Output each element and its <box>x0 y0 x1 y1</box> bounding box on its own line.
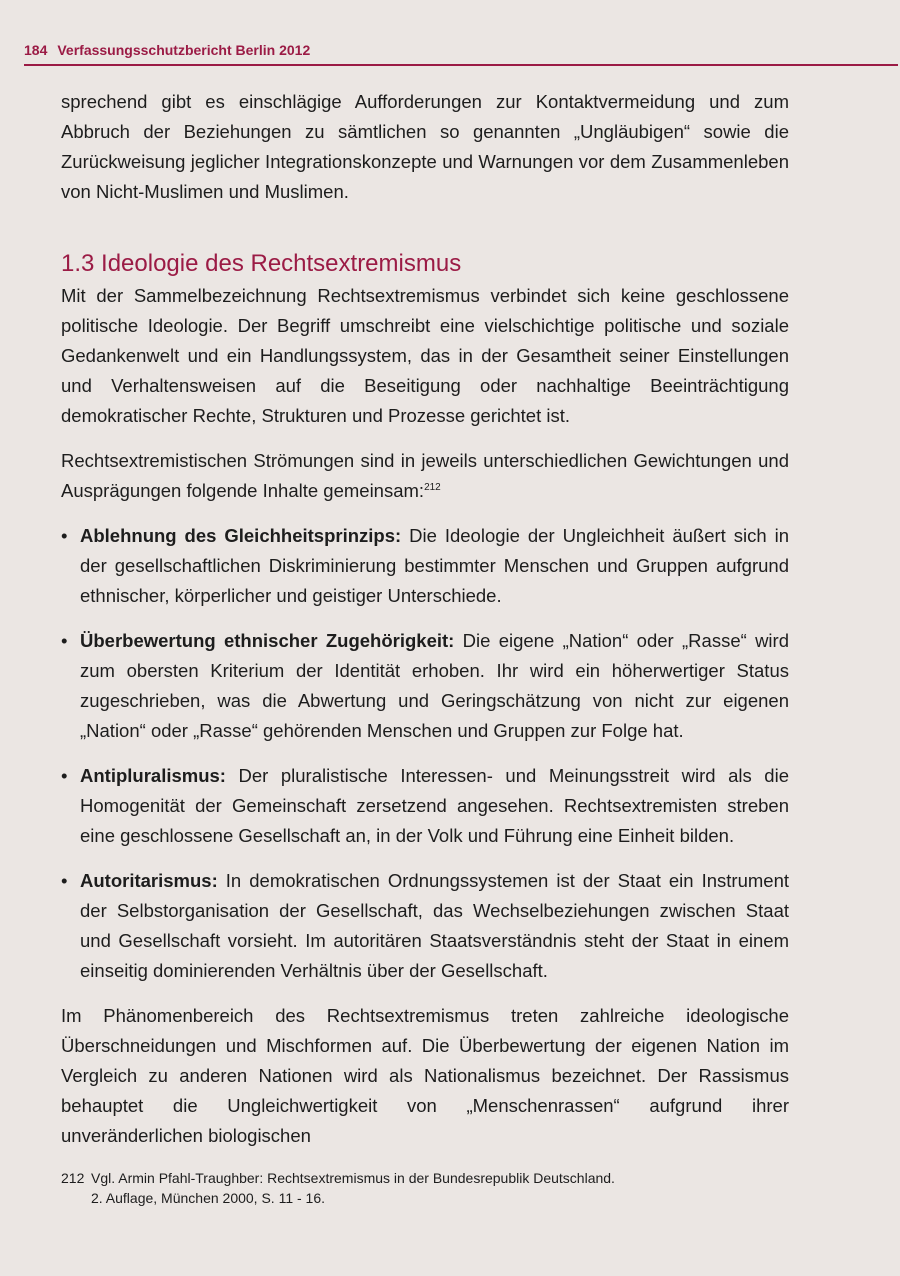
section-paragraph-2-text: Rechtsextremistischen Strömungen sind in jeweils unterschiedlichen Gewichtungen und Ausprägungen folgende Inhalte gemeinsam: <box>61 450 789 501</box>
bullet-term: Antipluralismus: <box>80 765 226 786</box>
list-item <box>61 761 789 851</box>
header-title: Verfassungsschutzbericht Berlin 2012 <box>57 42 311 58</box>
main-content <box>61 87 789 1151</box>
intro-paragraph: sprechend gibt es einschlägige Aufforderungen zur Kontaktvermeidung und zum Abbruch der Beziehungen zu sämtlichen so genannten „Ungläubigen“ sowie die Zurückweisung jeglicher Integrationskonzepte und Warnungen vor dem Zusammenleben von Nicht-Muslimen und Muslimen. <box>61 91 789 202</box>
footnote <box>61 1168 789 1208</box>
list-item <box>61 866 789 986</box>
footnote-number: 212 <box>61 1170 85 1186</box>
section-paragraph-2 <box>61 446 789 506</box>
bullet-text: Die eigene „Nation“ oder „Rasse“ wird zum obersten Kriterium der Identität erhoben. Ihr wird ein höherwertiger Status zugeschrieben, was die Abwertung und Geringschätzung von nicht zur eigenen „Nation“ oder „Rasse“ gehörenden Menschen und Gruppen zur Folge hat. <box>80 630 789 741</box>
bullet-text: In demokratischen Ordnungssystemen ist der Staat ein Instrument der Selbstorganisation der Gesellschaft, das Wechselbeziehungen zwischen Staat und Gesellschaft vorsieht. Im autoritären Staatsverständnis steht der Staat in einem einseitig dominierenden Verhältnis über der Gesellschaft. <box>80 870 789 981</box>
bullet-term: Ablehnung des Gleichheitsprinzips: <box>80 525 402 546</box>
bullet-list <box>61 521 789 986</box>
bullet-text: Der pluralistische Interessen- und Meinungsstreit wird als die Homogenität der Gemeinschaft zersetzend angesehen. Rechtsextremisten streben eine geschlossene Gesellschaft an, in der Volk und Führung eine Einheit bilden. <box>80 765 789 846</box>
page-number: 184 <box>24 42 48 58</box>
footnote-reference[interactable]: 212 <box>424 481 441 493</box>
section-paragraph-1: Mit der Sammelbezeichnung Rechtsextremismus verbindet sich keine geschlossene politische Ideologie. Der Begriff umschreibt eine vielschichtige politische und soziale Gedankenwelt und ein Handlungssystem, das in der Gesamtheit seiner Einstellungen und Verhaltensweisen auf die Beseitigung oder nachhaltige Beeinträchtigung demokratischer Rechte, Strukturen und Prozesse gerichtet ist. <box>61 285 789 426</box>
list-item <box>61 521 789 611</box>
bullet-term: Autoritarismus: <box>80 870 218 891</box>
section-heading: 1.3 Ideologie des Rechtsextremismus <box>61 250 462 277</box>
footnote-text-1: Vgl. Armin Pfahl-Traughber: Rechtsextremismus in der Bundesrepublik Deutschland. <box>91 1170 615 1186</box>
footnote-line-2: 2. Auflage, München 2000, S. 11 - 16. <box>91 1190 326 1206</box>
bullet-text: Die Ideologie der Ungleichheit äußert sich in der gesellschaftlichen Diskriminierung bestimmter Menschen und Gruppen aufgrund ethnischer, körperlicher und geistiger Unterschiede. <box>80 525 789 606</box>
list-item <box>61 626 789 746</box>
bullet-term: Überbewertung ethnischer Zugehörigkeit: <box>80 630 455 651</box>
bullet-marker: • <box>61 765 68 786</box>
footnote-line-1 <box>61 1168 789 1188</box>
bullet-marker: • <box>61 870 68 891</box>
running-header <box>24 40 898 66</box>
section-paragraph-3: Im Phänomenbereich des Rechtsextremismus treten zahlreiche ideologische Überschneidungen und Mischformen auf. Die Überbewertung der eigenen Nation im Vergleich zu anderen Nationen wird als Nationalismus bezeichnet. Der Rassismus behauptet die Ungleichwertigkeit von „Menschenrassen“ aufgrund ihrer unveränderlichen biologischen <box>61 1005 789 1146</box>
bullet-marker: • <box>61 525 68 546</box>
bullet-marker: • <box>61 630 68 651</box>
